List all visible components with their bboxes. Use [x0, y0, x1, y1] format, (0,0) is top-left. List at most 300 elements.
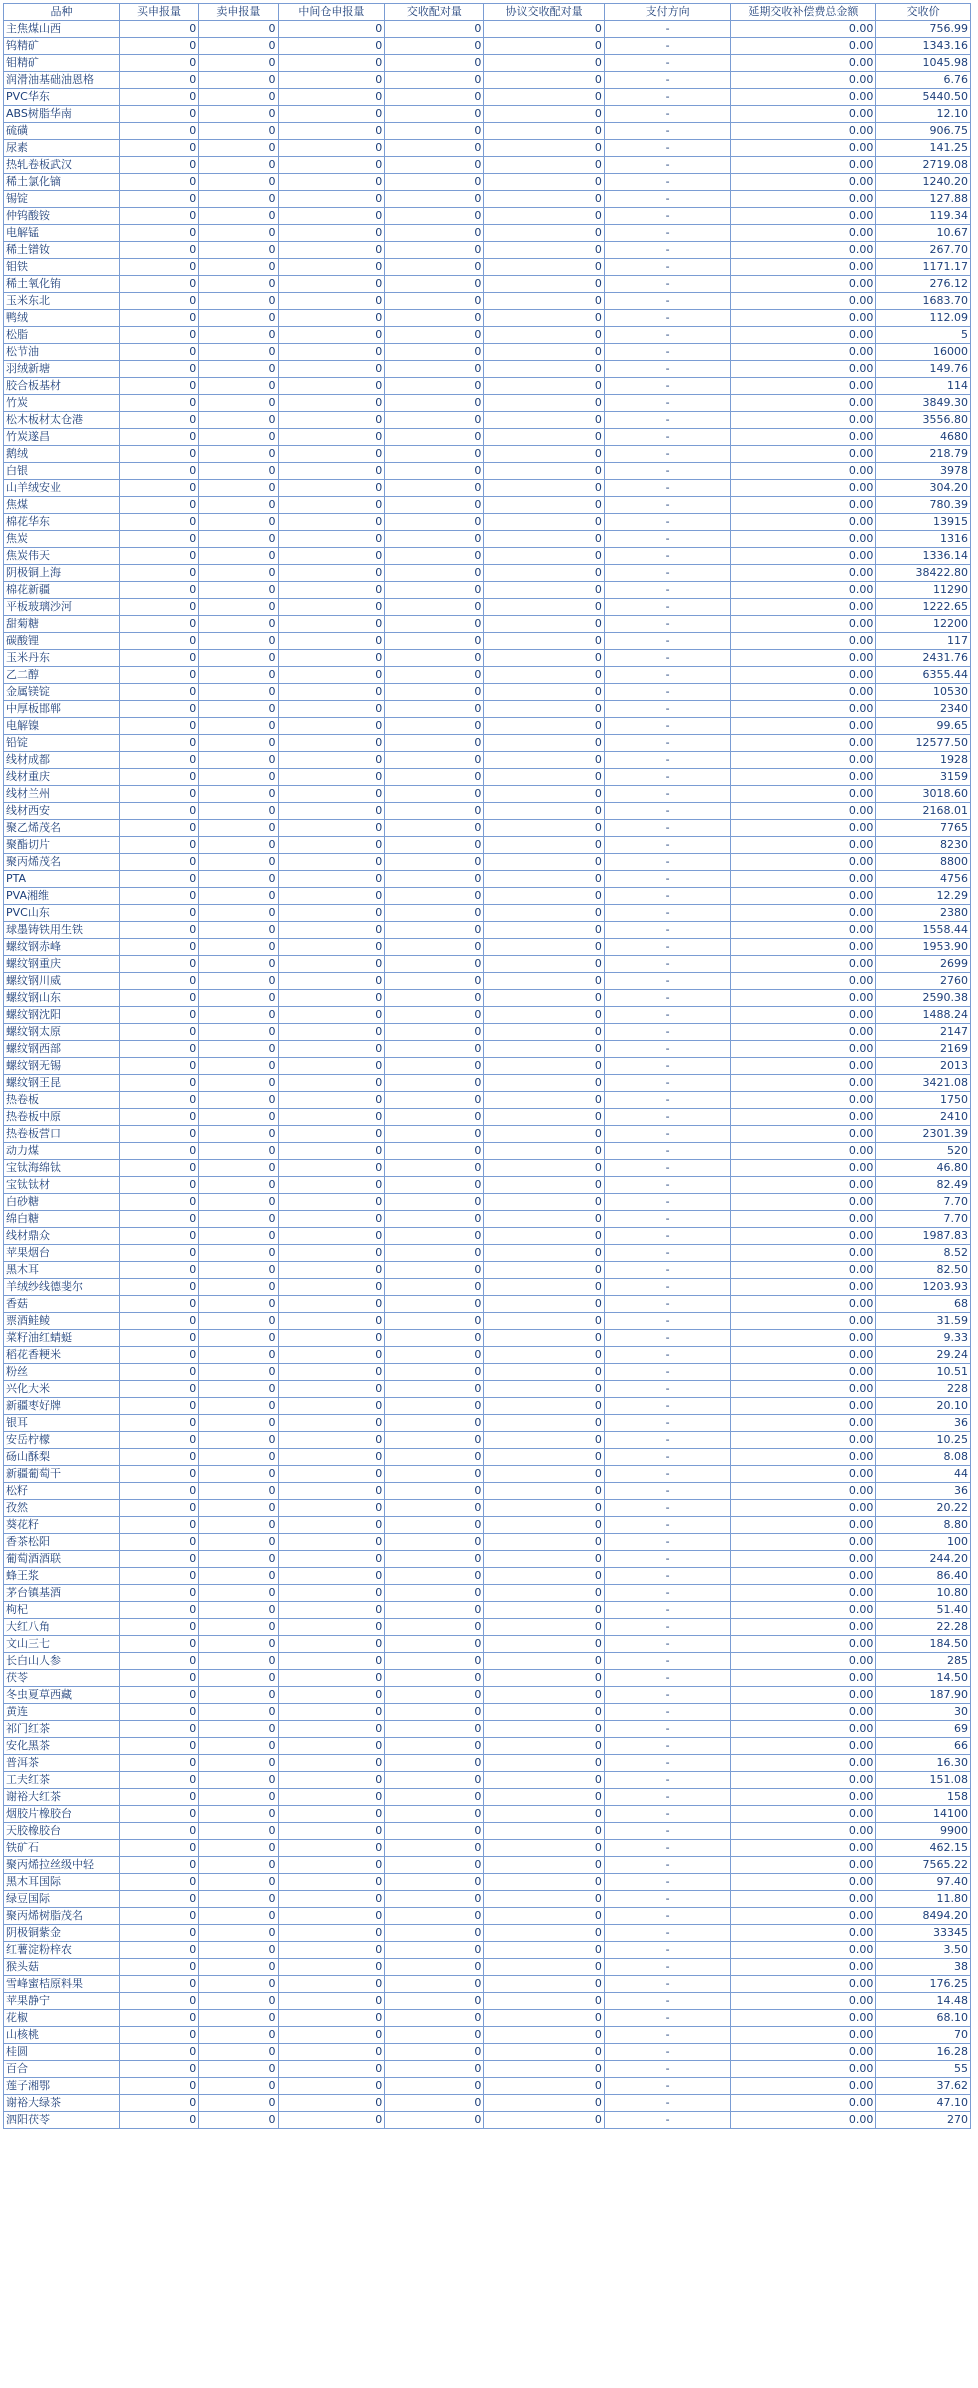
- agreement-matched-cell: 0: [484, 973, 604, 990]
- table-row: [4, 1058, 971, 1075]
- deferred-compensation-cell: 0.00: [731, 1789, 876, 1806]
- payment-direction-cell: -: [604, 2010, 731, 2027]
- intermediate-declared-cell: 0: [278, 1364, 385, 1381]
- buy-declared-cell: 0: [119, 735, 198, 752]
- buy-declared-cell: 0: [119, 667, 198, 684]
- table-row: [4, 497, 971, 514]
- variety-cell: 鹅绒: [4, 446, 120, 463]
- delivery-matched-cell: 0: [385, 1228, 484, 1245]
- table-row: [4, 1857, 971, 1874]
- agreement-matched-cell: 0: [484, 1364, 604, 1381]
- sell-declared-cell: 0: [199, 1602, 278, 1619]
- buy-declared-cell: 0: [119, 1602, 198, 1619]
- agreement-matched-cell: 0: [484, 2044, 604, 2061]
- table-row: [4, 854, 971, 871]
- agreement-matched-cell: 0: [484, 667, 604, 684]
- buy-declared-cell: 0: [119, 1432, 198, 1449]
- variety-cell: 阴极铜紫金: [4, 1925, 120, 1942]
- sell-declared-cell: 0: [199, 191, 278, 208]
- table-row: [4, 1466, 971, 1483]
- buy-declared-cell: 0: [119, 225, 198, 242]
- sell-declared-cell: 0: [199, 837, 278, 854]
- variety-cell: 香菇: [4, 1296, 120, 1313]
- variety-cell: 百合: [4, 2061, 120, 2078]
- payment-direction-cell: -: [604, 2061, 731, 2078]
- deferred-compensation-cell: 0.00: [731, 514, 876, 531]
- sell-declared-cell: 0: [199, 1823, 278, 1840]
- delivery-price-cell: 68.10: [876, 2010, 971, 2027]
- payment-direction-cell: -: [604, 922, 731, 939]
- table-row: [4, 2078, 971, 2095]
- intermediate-declared-cell: 0: [278, 1466, 385, 1483]
- delivery-price-cell: 11.80: [876, 1891, 971, 1908]
- table-row: [4, 412, 971, 429]
- deferred-compensation-cell: 0.00: [731, 939, 876, 956]
- variety-cell: 尿素: [4, 140, 120, 157]
- buy-declared-cell: 0: [119, 310, 198, 327]
- delivery-price-cell: 906.75: [876, 123, 971, 140]
- agreement-matched-cell: 0: [484, 463, 604, 480]
- deferred-compensation-cell: 0.00: [731, 259, 876, 276]
- delivery-matched-cell: 0: [385, 735, 484, 752]
- payment-direction-cell: -: [604, 820, 731, 837]
- table-row: [4, 429, 971, 446]
- sell-declared-cell: 0: [199, 157, 278, 174]
- table-row: [4, 1840, 971, 1857]
- variety-cell: 螺纹钢太原: [4, 1024, 120, 1041]
- sell-declared-cell: 0: [199, 1551, 278, 1568]
- table-row: [4, 1211, 971, 1228]
- delivery-matched-cell: 0: [385, 2095, 484, 2112]
- variety-cell: 铅锭: [4, 735, 120, 752]
- delivery-matched-cell: 0: [385, 89, 484, 106]
- delivery-price-cell: 16000: [876, 344, 971, 361]
- table-row: [4, 1245, 971, 1262]
- intermediate-declared-cell: 0: [278, 225, 385, 242]
- payment-direction-cell: -: [604, 1313, 731, 1330]
- payment-direction-cell: -: [604, 1500, 731, 1517]
- variety-cell: 聚丙烯树脂茂名: [4, 1908, 120, 1925]
- deferred-compensation-cell: 0.00: [731, 1755, 876, 1772]
- payment-direction-cell: -: [604, 548, 731, 565]
- sell-declared-cell: 0: [199, 2027, 278, 2044]
- variety-cell: 宝钛钛材: [4, 1177, 120, 1194]
- table-row: [4, 718, 971, 735]
- header-sell-declared: 卖申报量: [199, 4, 278, 21]
- delivery-price-cell: 2699: [876, 956, 971, 973]
- table-row: [4, 1126, 971, 1143]
- payment-direction-cell: -: [604, 633, 731, 650]
- agreement-matched-cell: 0: [484, 1704, 604, 1721]
- delivery-price-cell: 8800: [876, 854, 971, 871]
- buy-declared-cell: 0: [119, 1942, 198, 1959]
- payment-direction-cell: -: [604, 310, 731, 327]
- table-row: [4, 225, 971, 242]
- agreement-matched-cell: 0: [484, 1483, 604, 1500]
- sell-declared-cell: 0: [199, 854, 278, 871]
- variety-cell: 螺纹钢沈阳: [4, 1007, 120, 1024]
- deferred-compensation-cell: 0.00: [731, 1211, 876, 1228]
- intermediate-declared-cell: 0: [278, 106, 385, 123]
- deferred-compensation-cell: 0.00: [731, 1007, 876, 1024]
- agreement-matched-cell: 0: [484, 429, 604, 446]
- buy-declared-cell: 0: [119, 463, 198, 480]
- table-row: [4, 310, 971, 327]
- delivery-matched-cell: 0: [385, 463, 484, 480]
- variety-cell: 香茶松阳: [4, 1534, 120, 1551]
- header-payment-direction: 支付方向: [604, 4, 731, 21]
- sell-declared-cell: 0: [199, 1840, 278, 1857]
- sell-declared-cell: 0: [199, 1449, 278, 1466]
- intermediate-declared-cell: 0: [278, 89, 385, 106]
- sell-declared-cell: 0: [199, 1228, 278, 1245]
- intermediate-declared-cell: 0: [278, 786, 385, 803]
- intermediate-declared-cell: 0: [278, 956, 385, 973]
- table-row: [4, 599, 971, 616]
- sell-declared-cell: 0: [199, 1517, 278, 1534]
- intermediate-declared-cell: 0: [278, 259, 385, 276]
- buy-declared-cell: 0: [119, 1381, 198, 1398]
- agreement-matched-cell: 0: [484, 1908, 604, 1925]
- deferred-compensation-cell: 0.00: [731, 1891, 876, 1908]
- deferred-compensation-cell: 0.00: [731, 735, 876, 752]
- agreement-matched-cell: 0: [484, 854, 604, 871]
- sell-declared-cell: 0: [199, 2044, 278, 2061]
- payment-direction-cell: -: [604, 106, 731, 123]
- buy-declared-cell: 0: [119, 973, 198, 990]
- table-row: [4, 1772, 971, 1789]
- agreement-matched-cell: 0: [484, 1194, 604, 1211]
- agreement-matched-cell: 0: [484, 2112, 604, 2129]
- delivery-matched-cell: 0: [385, 633, 484, 650]
- deferred-compensation-cell: 0.00: [731, 1109, 876, 1126]
- deferred-compensation-cell: 0.00: [731, 684, 876, 701]
- delivery-matched-cell: 0: [385, 140, 484, 157]
- sell-declared-cell: 0: [199, 735, 278, 752]
- delivery-matched-cell: 0: [385, 2112, 484, 2129]
- payment-direction-cell: -: [604, 786, 731, 803]
- intermediate-declared-cell: 0: [278, 752, 385, 769]
- intermediate-declared-cell: 0: [278, 361, 385, 378]
- sell-declared-cell: 0: [199, 1432, 278, 1449]
- deferred-compensation-cell: 0.00: [731, 1585, 876, 1602]
- intermediate-declared-cell: 0: [278, 1619, 385, 1636]
- intermediate-declared-cell: 0: [278, 633, 385, 650]
- variety-cell: 钼精矿: [4, 55, 120, 72]
- deferred-compensation-cell: 0.00: [731, 2078, 876, 2095]
- sell-declared-cell: 0: [199, 55, 278, 72]
- delivery-matched-cell: 0: [385, 38, 484, 55]
- delivery-price-cell: 149.76: [876, 361, 971, 378]
- delivery-matched-cell: 0: [385, 854, 484, 871]
- sell-declared-cell: 0: [199, 1313, 278, 1330]
- delivery-price-cell: 12.29: [876, 888, 971, 905]
- variety-cell: 热卷板中原: [4, 1109, 120, 1126]
- sell-declared-cell: 0: [199, 1619, 278, 1636]
- agreement-matched-cell: 0: [484, 1092, 604, 1109]
- table-row: [4, 1670, 971, 1687]
- payment-direction-cell: -: [604, 208, 731, 225]
- sell-declared-cell: 0: [199, 1398, 278, 1415]
- agreement-matched-cell: 0: [484, 803, 604, 820]
- payment-direction-cell: -: [604, 2044, 731, 2061]
- variety-cell: 棉花新疆: [4, 582, 120, 599]
- sell-declared-cell: 0: [199, 1109, 278, 1126]
- deferred-compensation-cell: 0.00: [731, 956, 876, 973]
- payment-direction-cell: -: [604, 242, 731, 259]
- variety-cell: 花椒: [4, 2010, 120, 2027]
- variety-cell: 兴化大米: [4, 1381, 120, 1398]
- sell-declared-cell: 0: [199, 973, 278, 990]
- buy-declared-cell: 0: [119, 786, 198, 803]
- sell-declared-cell: 0: [199, 990, 278, 1007]
- intermediate-declared-cell: 0: [278, 735, 385, 752]
- variety-cell: PVC山东: [4, 905, 120, 922]
- table-row: [4, 1194, 971, 1211]
- delivery-matched-cell: 0: [385, 837, 484, 854]
- payment-direction-cell: -: [604, 599, 731, 616]
- delivery-matched-cell: 0: [385, 55, 484, 72]
- payment-direction-cell: -: [604, 1415, 731, 1432]
- payment-direction-cell: -: [604, 429, 731, 446]
- table-row: [4, 786, 971, 803]
- intermediate-declared-cell: 0: [278, 871, 385, 888]
- variety-cell: 主焦煤山西: [4, 21, 120, 38]
- deferred-compensation-cell: 0.00: [731, 1347, 876, 1364]
- variety-cell: 锡锭: [4, 191, 120, 208]
- table-row: [4, 888, 971, 905]
- delivery-price-cell: 141.25: [876, 140, 971, 157]
- delivery-price-cell: 276.12: [876, 276, 971, 293]
- delivery-matched-cell: 0: [385, 582, 484, 599]
- payment-direction-cell: -: [604, 1959, 731, 1976]
- payment-direction-cell: -: [604, 1364, 731, 1381]
- deferred-compensation-cell: 0.00: [731, 888, 876, 905]
- sell-declared-cell: 0: [199, 769, 278, 786]
- delivery-price-cell: 112.09: [876, 310, 971, 327]
- delivery-matched-cell: 0: [385, 1721, 484, 1738]
- intermediate-declared-cell: 0: [278, 378, 385, 395]
- intermediate-declared-cell: 0: [278, 1534, 385, 1551]
- agreement-matched-cell: 0: [484, 633, 604, 650]
- table-row: [4, 582, 971, 599]
- payment-direction-cell: -: [604, 1483, 731, 1500]
- agreement-matched-cell: 0: [484, 191, 604, 208]
- table-row: [4, 803, 971, 820]
- sell-declared-cell: 0: [199, 820, 278, 837]
- intermediate-declared-cell: 0: [278, 2078, 385, 2095]
- delivery-matched-cell: 0: [385, 412, 484, 429]
- payment-direction-cell: -: [604, 752, 731, 769]
- table-row: [4, 378, 971, 395]
- deferred-compensation-cell: 0.00: [731, 1976, 876, 1993]
- payment-direction-cell: -: [604, 1619, 731, 1636]
- sell-declared-cell: 0: [199, 140, 278, 157]
- delivery-price-cell: 12200: [876, 616, 971, 633]
- payment-direction-cell: -: [604, 1177, 731, 1194]
- intermediate-declared-cell: 0: [278, 701, 385, 718]
- buy-declared-cell: 0: [119, 1738, 198, 1755]
- payment-direction-cell: -: [604, 1296, 731, 1313]
- payment-direction-cell: -: [604, 582, 731, 599]
- variety-cell: 安化黑茶: [4, 1738, 120, 1755]
- variety-cell: 苹果静宁: [4, 1993, 120, 2010]
- intermediate-declared-cell: 0: [278, 1500, 385, 1517]
- table-row: [4, 208, 971, 225]
- sell-declared-cell: 0: [199, 1245, 278, 1262]
- buy-declared-cell: 0: [119, 1551, 198, 1568]
- delivery-matched-cell: 0: [385, 2044, 484, 2061]
- delivery-matched-cell: 0: [385, 1296, 484, 1313]
- agreement-matched-cell: 0: [484, 1058, 604, 1075]
- deferred-compensation-cell: 0.00: [731, 1075, 876, 1092]
- variety-cell: 莲子湘鄂: [4, 2078, 120, 2095]
- sell-declared-cell: 0: [199, 293, 278, 310]
- agreement-matched-cell: 0: [484, 1874, 604, 1891]
- sell-declared-cell: 0: [199, 667, 278, 684]
- sell-declared-cell: 0: [199, 463, 278, 480]
- payment-direction-cell: -: [604, 412, 731, 429]
- table-row: [4, 1415, 971, 1432]
- variety-cell: 羽绒新塘: [4, 361, 120, 378]
- buy-declared-cell: 0: [119, 1670, 198, 1687]
- deferred-compensation-cell: 0.00: [731, 871, 876, 888]
- delivery-price-cell: 5440.50: [876, 89, 971, 106]
- delivery-price-cell: 16.28: [876, 2044, 971, 2061]
- table-row: [4, 990, 971, 1007]
- intermediate-declared-cell: 0: [278, 1874, 385, 1891]
- deferred-compensation-cell: 0.00: [731, 1381, 876, 1398]
- delivery-matched-cell: 0: [385, 922, 484, 939]
- delivery-price-cell: 2169: [876, 1041, 971, 1058]
- buy-declared-cell: 0: [119, 1891, 198, 1908]
- buy-declared-cell: 0: [119, 191, 198, 208]
- sell-declared-cell: 0: [199, 1194, 278, 1211]
- sell-declared-cell: 0: [199, 922, 278, 939]
- delivery-matched-cell: 0: [385, 1041, 484, 1058]
- variety-cell: 松籽: [4, 1483, 120, 1500]
- sell-declared-cell: 0: [199, 327, 278, 344]
- agreement-matched-cell: 0: [484, 922, 604, 939]
- table-row: [4, 344, 971, 361]
- buy-declared-cell: 0: [119, 72, 198, 89]
- buy-declared-cell: 0: [119, 1908, 198, 1925]
- payment-direction-cell: -: [604, 616, 731, 633]
- agreement-matched-cell: 0: [484, 1653, 604, 1670]
- delivery-price-cell: 8.80: [876, 1517, 971, 1534]
- delivery-matched-cell: 0: [385, 1772, 484, 1789]
- header-delivery-matched: 交收配对量: [385, 4, 484, 21]
- deferred-compensation-cell: 0.00: [731, 1959, 876, 1976]
- intermediate-declared-cell: 0: [278, 1228, 385, 1245]
- sell-declared-cell: 0: [199, 1772, 278, 1789]
- payment-direction-cell: -: [604, 1942, 731, 1959]
- sell-declared-cell: 0: [199, 786, 278, 803]
- buy-declared-cell: 0: [119, 650, 198, 667]
- variety-cell: 棉花华东: [4, 514, 120, 531]
- buy-declared-cell: 0: [119, 1704, 198, 1721]
- intermediate-declared-cell: 0: [278, 2044, 385, 2061]
- variety-cell: 粉丝: [4, 1364, 120, 1381]
- agreement-matched-cell: 0: [484, 1313, 604, 1330]
- agreement-matched-cell: 0: [484, 123, 604, 140]
- delivery-price-cell: 10.67: [876, 225, 971, 242]
- table-row: [4, 1619, 971, 1636]
- payment-direction-cell: -: [604, 514, 731, 531]
- header-agreement-matched: 协议交收配对量: [484, 4, 604, 21]
- variety-cell: 泗阳茯苓: [4, 2112, 120, 2129]
- delivery-matched-cell: 0: [385, 242, 484, 259]
- table-row: [4, 1925, 971, 1942]
- table-row: [4, 106, 971, 123]
- buy-declared-cell: 0: [119, 123, 198, 140]
- agreement-matched-cell: 0: [484, 1976, 604, 1993]
- payment-direction-cell: -: [604, 1738, 731, 1755]
- payment-direction-cell: -: [604, 1823, 731, 1840]
- payment-direction-cell: -: [604, 72, 731, 89]
- deferred-compensation-cell: 0.00: [731, 497, 876, 514]
- buy-declared-cell: 0: [119, 1534, 198, 1551]
- agreement-matched-cell: 0: [484, 140, 604, 157]
- payment-direction-cell: -: [604, 701, 731, 718]
- deferred-compensation-cell: 0.00: [731, 701, 876, 718]
- deferred-compensation-cell: 0.00: [731, 1636, 876, 1653]
- delivery-matched-cell: 0: [385, 1262, 484, 1279]
- intermediate-declared-cell: 0: [278, 1568, 385, 1585]
- delivery-price-cell: 6.76: [876, 72, 971, 89]
- intermediate-declared-cell: 0: [278, 21, 385, 38]
- intermediate-declared-cell: 0: [278, 1160, 385, 1177]
- agreement-matched-cell: 0: [484, 871, 604, 888]
- deferred-compensation-cell: 0.00: [731, 718, 876, 735]
- payment-direction-cell: -: [604, 1857, 731, 1874]
- deferred-compensation-cell: 0.00: [731, 786, 876, 803]
- variety-cell: 稻花香粳米: [4, 1347, 120, 1364]
- delivery-matched-cell: 0: [385, 123, 484, 140]
- deferred-compensation-cell: 0.00: [731, 1126, 876, 1143]
- intermediate-declared-cell: 0: [278, 1585, 385, 1602]
- buy-declared-cell: 0: [119, 1687, 198, 1704]
- header-buy-declared: 买申报量: [119, 4, 198, 21]
- buy-declared-cell: 0: [119, 1211, 198, 1228]
- delivery-price-cell: 10530: [876, 684, 971, 701]
- intermediate-declared-cell: 0: [278, 1347, 385, 1364]
- delivery-matched-cell: 0: [385, 956, 484, 973]
- sell-declared-cell: 0: [199, 939, 278, 956]
- sell-declared-cell: 0: [199, 344, 278, 361]
- agreement-matched-cell: 0: [484, 1177, 604, 1194]
- variety-cell: 茯苓: [4, 1670, 120, 1687]
- payment-direction-cell: -: [604, 888, 731, 905]
- delivery-price-cell: 2013: [876, 1058, 971, 1075]
- delivery-price-cell: 33345: [876, 1925, 971, 1942]
- agreement-matched-cell: 0: [484, 89, 604, 106]
- intermediate-declared-cell: 0: [278, 1959, 385, 1976]
- agreement-matched-cell: 0: [484, 1245, 604, 1262]
- intermediate-declared-cell: 0: [278, 1857, 385, 1874]
- variety-cell: 螺纹钢赤峰: [4, 939, 120, 956]
- sell-declared-cell: 0: [199, 1789, 278, 1806]
- intermediate-declared-cell: 0: [278, 1755, 385, 1772]
- delivery-price-cell: 1683.70: [876, 293, 971, 310]
- intermediate-declared-cell: 0: [278, 463, 385, 480]
- buy-declared-cell: 0: [119, 1772, 198, 1789]
- buy-declared-cell: 0: [119, 480, 198, 497]
- agreement-matched-cell: 0: [484, 1840, 604, 1857]
- sell-declared-cell: 0: [199, 1738, 278, 1755]
- payment-direction-cell: -: [604, 1194, 731, 1211]
- sell-declared-cell: 0: [199, 1007, 278, 1024]
